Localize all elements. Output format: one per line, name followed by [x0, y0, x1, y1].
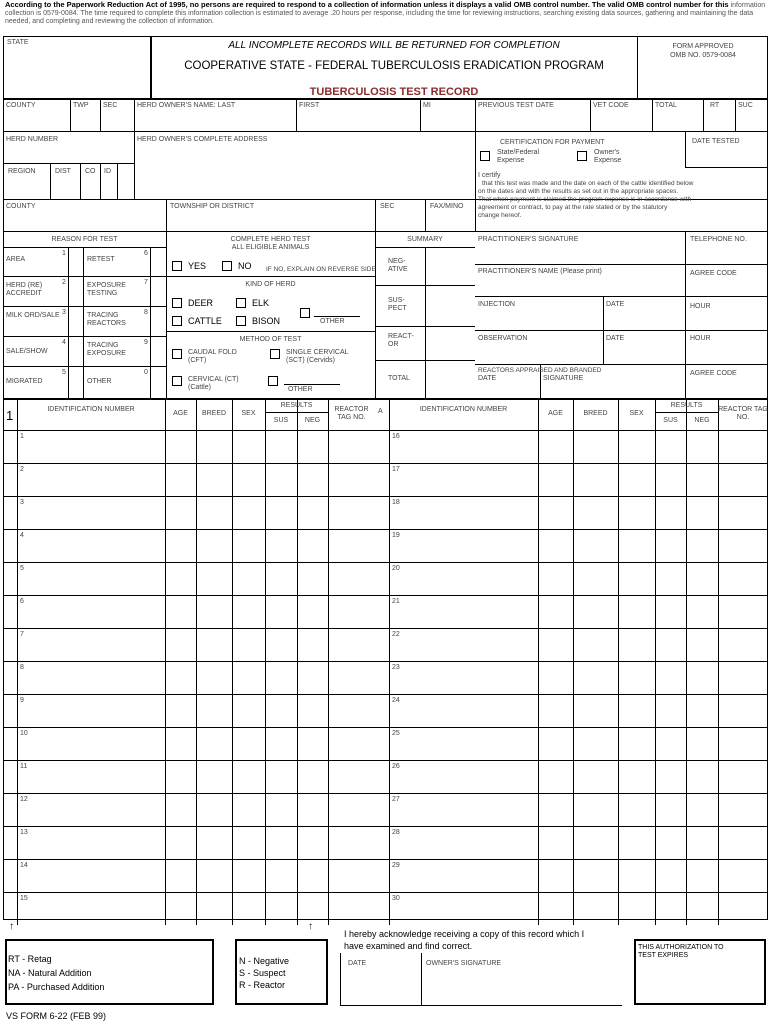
complete-yes-checkbox[interactable] [172, 261, 182, 271]
co-label: CO [85, 168, 96, 175]
table-row[interactable] [17, 595, 375, 628]
certify-3: on the dates and with the results as set out in the appropriate spaces. [478, 188, 679, 195]
certify-2: that this test was made and the date on each of the cattle identified below [482, 180, 694, 187]
right-age-header: AGE [548, 410, 563, 417]
kind-other-label: OTHER [320, 318, 345, 325]
rt-label: RT [710, 102, 720, 109]
table-row[interactable] [389, 859, 768, 892]
table-row[interactable] [17, 430, 375, 463]
left-row-number: 3 [20, 499, 24, 506]
table-row[interactable] [17, 892, 375, 925]
method-single-label: SINGLE CERVICAL (SCT) (Cervids) [286, 349, 349, 364]
reason-retest-num: 6 [144, 250, 148, 257]
kind-other-checkbox[interactable] [300, 308, 310, 318]
table-row[interactable] [389, 760, 768, 793]
right-row-number: 26 [392, 763, 400, 770]
table-row[interactable] [17, 727, 375, 760]
left-sex-header: SEX [241, 410, 256, 417]
reason-milk-label: MILK ORD/SALE [6, 312, 60, 319]
table-row[interactable] [389, 562, 768, 595]
table-row[interactable] [17, 496, 375, 529]
left-breed-header: BREED [201, 410, 227, 417]
right-id-header: IDENTIFICATION NUMBER [419, 406, 508, 413]
county3-label: COUNTY [6, 203, 36, 210]
state-federal-label: State/Federal [497, 149, 540, 156]
right-sex-header: SEX [629, 410, 644, 417]
reason-sale-num: 4 [62, 339, 66, 346]
certify-4: That when payment is claimed the program expense is in accordance with [478, 196, 692, 203]
date-tested-label: DATE TESTED [692, 138, 740, 145]
method-title: METHOD OF TEST [239, 336, 302, 343]
table-row[interactable] [389, 628, 768, 661]
reason-tracing-reactors-label: TRACING REACTORS [87, 312, 126, 327]
id-label: ID [104, 168, 111, 175]
table-row[interactable] [17, 826, 375, 859]
owners-expense-checkbox[interactable] [577, 151, 587, 161]
method-other-label: OTHER [288, 386, 313, 393]
reason-exposure-label: EXPOSURE TESTING [87, 282, 126, 297]
left-col-number: 1 [6, 408, 14, 423]
owners-label: Owner's [594, 149, 620, 156]
returned-notice: ALL INCOMPLETE RECORDS WILL BE RETURNED FOR COMPLETION [228, 40, 560, 51]
cert-title: CERTIFICATION FOR PAYMENT [500, 139, 605, 146]
summary-suspect-label: SUS-PECT [388, 297, 407, 312]
left-row-number: 12 [20, 796, 28, 803]
injection-hour-label: HOUR [690, 303, 711, 310]
left-row-number: 4 [20, 532, 24, 539]
right-row-number: 21 [392, 598, 400, 605]
table-row[interactable] [389, 892, 768, 925]
table-row[interactable] [389, 595, 768, 628]
table-row[interactable] [389, 793, 768, 826]
vet-code-label: VET CODE [593, 102, 629, 109]
kind-elk-label: ELK [252, 298, 270, 308]
certify-5: agreement or contract, to pay at the rate stated or by the statutory [478, 204, 668, 211]
kind-elk-checkbox[interactable] [236, 298, 246, 308]
practitioner-name-label: PRACTITIONER'S NAME (Please print) [478, 268, 602, 275]
right-row-number: 30 [392, 895, 400, 902]
fax-label: FAX/MINO [430, 203, 464, 210]
county-label: COUNTY [6, 102, 36, 109]
right-row-number: 29 [392, 862, 400, 869]
reason-sale-label: SALE/SHOW [6, 348, 48, 355]
kind-bison-checkbox[interactable] [236, 316, 246, 326]
certify-6: change hereof. [478, 212, 522, 219]
observation-label: OBSERVATION [478, 335, 528, 342]
practitioner-signature-label: PRACTITIONER'S SIGNATURE [478, 236, 579, 243]
table-row[interactable] [389, 727, 768, 760]
kind-bison-label: BISON [252, 316, 281, 326]
left-row-number: 8 [20, 664, 24, 671]
complete-herd-subtitle: ALL ELIGIBLE ANIMALS [231, 244, 310, 251]
left-results-header: RESULTS [280, 402, 313, 409]
table-row[interactable] [389, 496, 768, 529]
owner-first-label: FIRST [299, 102, 320, 109]
table-row[interactable] [17, 694, 375, 727]
reason-accredit-num: 2 [62, 279, 66, 286]
right-row-number: 24 [392, 697, 400, 704]
left-result-neg-header: NEG [304, 417, 321, 424]
program-title: COOPERATIVE STATE - FEDERAL TUBERCULOSIS ERADICATION PROGRAM [184, 60, 604, 72]
kind-title: KIND OF HERD [245, 281, 296, 288]
right-row-number: 17 [392, 466, 400, 473]
herd-number-label: HERD NUMBER [6, 136, 59, 143]
total-label: TOTAL [655, 102, 677, 109]
notice-rest: information collection is 0579-0084. The time required to complete this information collection is estimated to average .20 hours per response, including the time for reviewing instructions, searching existing data sources, gathering and maintaining the data needed, and completing and reviewing the collection of information. [5, 2, 766, 25]
sec-label: SEC [103, 102, 118, 109]
table-row[interactable] [17, 661, 375, 694]
right-row-number: 20 [392, 565, 400, 572]
left-row-number: 2 [20, 466, 24, 473]
right-row-number: 23 [392, 664, 400, 671]
kind-cattle-checkbox[interactable] [172, 316, 182, 326]
reactors-appraised-label: REACTORS APPRAISED AND BRANDED [478, 367, 602, 374]
legend-negative: N - Negative [239, 956, 290, 966]
township-label: TOWNSHIP OR DISTRICT [170, 203, 255, 210]
complete-herd-title: COMPLETE HERD TEST [230, 236, 311, 243]
suc-label: SUC [738, 102, 753, 109]
method-other-checkbox[interactable] [268, 376, 278, 386]
table-row[interactable] [17, 760, 375, 793]
table-row[interactable] [389, 826, 768, 859]
left-row-number: 14 [20, 862, 28, 869]
legend-suspect: S - Suspect [239, 968, 286, 978]
method-caudal-checkbox[interactable] [172, 349, 182, 359]
left-row-number: 9 [20, 697, 24, 704]
explain-label: IF NO, EXPLAIN ON REVERSE SIDE [266, 266, 376, 273]
left-result-sus-header: SUS [273, 417, 289, 424]
authorization-line-1: THIS AUTHORIZATION TO [638, 944, 724, 951]
owner-signature-label: OWNER'S SIGNATURE [426, 960, 502, 967]
ack-line-1: I hereby acknowledge receiving a copy of this record which I [344, 929, 585, 939]
reactors-date-label: DATE [478, 375, 497, 382]
legend-retag: RT - Retag [8, 954, 52, 964]
reason-title: REASON FOR TEST [51, 236, 118, 243]
method-cervical-label: CERVICAL (CT) (Cattle) [188, 376, 239, 391]
reason-migrated-label: MIGRATED [6, 378, 43, 385]
left-row-number: 11 [20, 763, 28, 770]
summary-title: SUMMARY [407, 236, 443, 243]
complete-no-checkbox[interactable] [222, 261, 232, 271]
reactors-signature-label: SIGNATURE [543, 375, 584, 382]
reason-milk-num: 3 [62, 309, 66, 316]
legend-natural-addition: NA - Natural Addition [8, 968, 92, 978]
complete-yes-label: YES [188, 261, 207, 271]
dist-label: DIST [55, 168, 71, 175]
state-federal-expense-label: Expense [497, 157, 525, 164]
right-result-neg-header: NEG [694, 417, 710, 424]
arrow-up-icon: ↑ [9, 921, 14, 932]
paperwork-notice [5, 1, 767, 26]
observation-hour-label: HOUR [690, 335, 711, 342]
right-breed-header: BREED [583, 410, 608, 417]
table-row[interactable] [17, 562, 375, 595]
reason-other-label: OTHER [87, 378, 112, 385]
method-single-checkbox[interactable] [270, 349, 280, 359]
owners-expense-label: Expense [594, 157, 622, 164]
reason-retest-label: RETEST [87, 256, 115, 263]
omb-number: OMB NO. 0579-0084 [670, 52, 736, 59]
right-result-sus-header: SUS [663, 417, 678, 424]
form-title: TUBERCULOSIS TEST RECORD [309, 86, 479, 98]
left-age-header: AGE [173, 410, 188, 417]
right-row-number: 25 [392, 730, 400, 737]
left-row-number: 10 [20, 730, 28, 737]
table-row[interactable] [389, 463, 768, 496]
owner-mi-label: MI [423, 102, 431, 109]
reason-tracing-exposure-num: 9 [144, 339, 148, 346]
kind-deer-checkbox[interactable] [172, 298, 182, 308]
left-row-number: 6 [20, 598, 24, 605]
reason-area-label: AREA [6, 256, 26, 263]
telephone-label: TELEPHONE NO. [690, 236, 747, 243]
summary-reactor-label: REACT-OR [388, 333, 414, 348]
summary-negative-label: NEG-ATIVE [388, 258, 408, 273]
reactors-agree-code-label: AGREE CODE [690, 370, 737, 377]
right-results-header: RESULTS [670, 402, 703, 409]
left-reactor-tag-header: REACTOR TAG NO. [334, 406, 369, 421]
left-row-number: 7 [20, 631, 24, 638]
right-row-number: 16 [392, 433, 400, 440]
ack-date-label: DATE [348, 960, 367, 967]
sec3-label: SEC [380, 203, 395, 210]
region-label: REGION [8, 168, 36, 175]
reason-other-num: 0 [144, 369, 148, 376]
omb-approved: FORM APPROVED [672, 43, 734, 50]
injection-label: INJECTION [478, 301, 515, 308]
legend-reactor: R - Reactor [239, 980, 286, 990]
state-federal-expense-checkbox[interactable] [480, 151, 490, 161]
legend-purchased-addition: PA - Purchased Addition [8, 982, 105, 992]
table-row[interactable] [17, 628, 375, 661]
method-cervical-checkbox[interactable] [172, 376, 182, 386]
left-row-number: 15 [20, 895, 28, 902]
certify-1: I certify [478, 172, 501, 179]
reason-tracing-exposure-label: TRACING EXPOSURE [87, 342, 126, 357]
complete-no-label: NO [238, 261, 252, 271]
agree-code-label: AGREE CODE [690, 270, 737, 277]
left-row-number: 5 [20, 565, 24, 572]
table-row[interactable] [17, 859, 375, 892]
right-row-number: 22 [392, 631, 400, 638]
reason-exposure-num: 7 [144, 279, 148, 286]
summary-total-label: TOTAL [388, 375, 410, 382]
kind-deer-label: DEER [188, 298, 214, 308]
table-row[interactable] [389, 529, 768, 562]
right-reactor-tag-header: REACTOR TAG NO. [718, 406, 768, 421]
left-row-number: 13 [20, 829, 28, 836]
observation-date-label: DATE [606, 335, 625, 342]
table-row[interactable] [389, 661, 768, 694]
table-row[interactable] [17, 529, 375, 562]
table-row[interactable] [389, 694, 768, 727]
state-label: STATE [7, 39, 29, 46]
previous-test-date-label: PREVIOUS TEST DATE [478, 102, 554, 109]
state-field[interactable] [5, 48, 148, 96]
ack-line-2: have examined and find correct. [344, 941, 473, 951]
owner-last-label: HERD OWNER'S NAME: LAST [137, 102, 236, 109]
left-id-header: IDENTIFICATION NUMBER [47, 406, 135, 413]
kind-cattle-label: CATTLE [188, 316, 222, 326]
injection-date-label: DATE [606, 301, 625, 308]
reason-migrated-num: 5 [62, 369, 66, 376]
table-row[interactable] [17, 463, 375, 496]
table-row[interactable] [17, 793, 375, 826]
right-row-number: 18 [392, 499, 400, 506]
notice-bold: According to the Paperwork Reduction Act of 1995, no persons are required to respond to a collection of information unless it displays a valid OMB control number. The valid OMB control number for this [5, 0, 729, 9]
reason-area-num: 1 [62, 250, 66, 257]
table-row[interactable] [389, 430, 768, 463]
reason-accredit-label: HERD (RE) ACCREDIT [6, 282, 43, 297]
twp-label: TWP [73, 102, 89, 109]
arrow-up-icon: ↑ [308, 921, 313, 932]
reason-tracing-reactors-num: 8 [144, 309, 148, 316]
form-id: VS FORM 6-22 (FEB 99) [6, 1011, 107, 1021]
authorization-line-2: TEST EXPIRES [638, 952, 689, 959]
right-row-number: 27 [392, 796, 400, 803]
right-row-number: 19 [392, 532, 400, 539]
right-row-number: 28 [392, 829, 400, 836]
right-col-number: A [378, 408, 383, 415]
left-row-number: 1 [20, 433, 24, 440]
address-label: HERD OWNER'S COMPLETE ADDRESS [137, 136, 268, 143]
method-caudal-label: CAUDAL FOLD (CFT) [188, 349, 237, 364]
